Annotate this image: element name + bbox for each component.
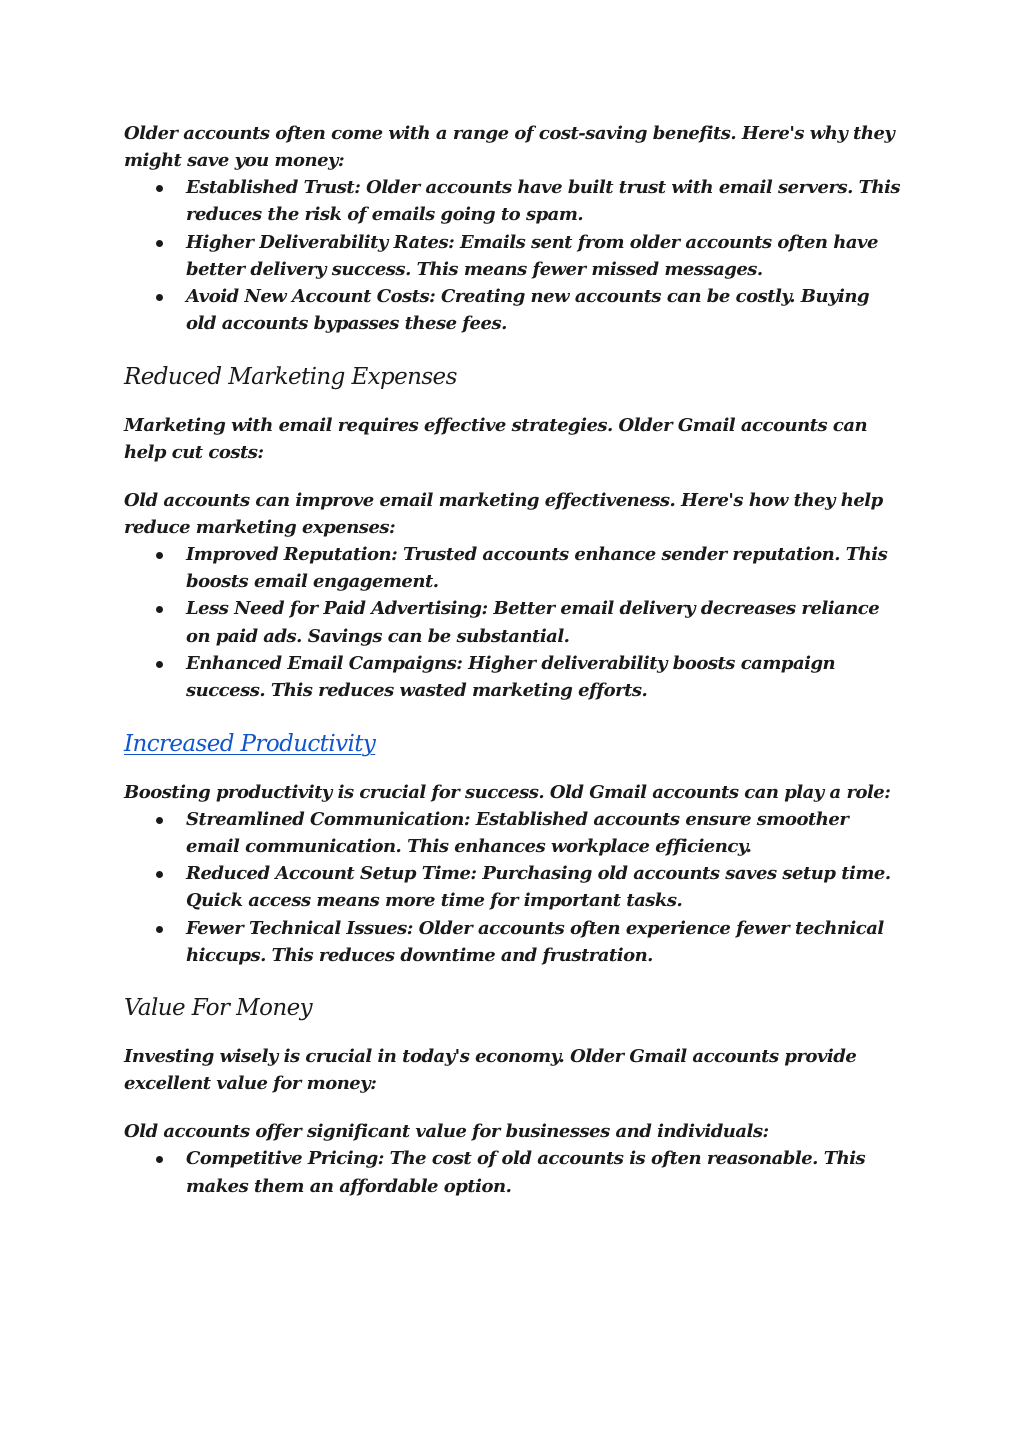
list-item-text: Improved Reputation: Trusted accounts enhance sender reputation. This boosts email engagement. <box>186 543 888 593</box>
list-item-text: Less Need for Paid Advertising: Better email delivery decreases reliance on paid ads. Savings can be substantial. <box>186 598 880 647</box>
bullet-icon <box>156 926 163 933</box>
list-item <box>124 174 904 229</box>
list-item <box>124 650 904 705</box>
paragraph: Old accounts can improve email marketing effectiveness. Here's how they help reduce marketing expenses: <box>124 489 883 538</box>
paragraph: Investing wisely is crucial in today's economy. Older Gmail accounts provide excellent value for money: <box>124 1046 857 1095</box>
bullet-icon <box>156 552 163 559</box>
section-heading-value-for-money: Value For Money <box>124 995 312 1022</box>
productivity-list <box>124 806 904 970</box>
bullet-icon <box>156 185 163 192</box>
cost-saving-list <box>124 174 904 338</box>
list-item-text: Higher Deliverability Rates: Emails sent from older accounts often have better delivery success. This means fewer missed messages. <box>186 231 878 280</box>
bullet-icon <box>156 294 163 301</box>
list-item <box>124 541 904 596</box>
bullet-icon <box>156 817 163 824</box>
intro-paragraph: Older accounts often come with a range of cost-saving benefits. Here's why they might save you money: <box>124 123 895 171</box>
bullet-icon <box>156 606 163 613</box>
value-list <box>124 1145 904 1200</box>
list-item-text: Competitive Pricing: The cost of old accounts is often reasonable. This makes them an affordable option. <box>186 1148 866 1197</box>
list-item-text: Enhanced Email Campaigns: Higher deliverability boosts campaign success. This reduces wasted marketing efforts. <box>186 652 836 702</box>
list-item-text: Reduced Account Setup Time: Purchasing old accounts saves setup time. Quick access means more time for important tasks. <box>186 863 891 912</box>
bullet-icon <box>156 661 163 668</box>
paragraph: Old accounts offer significant value for businesses and individuals: <box>124 1121 769 1143</box>
list-item <box>124 860 904 915</box>
paragraph: Marketing with email requires effective strategies. Older Gmail accounts can help cut costs: <box>124 414 868 463</box>
list-item <box>124 915 904 970</box>
section-heading-increased-productivity-link[interactable]: Increased Productivity <box>124 730 376 757</box>
list-item <box>124 229 904 284</box>
list-item <box>124 1145 904 1200</box>
list-item <box>124 806 904 861</box>
list-item-text: Fewer Technical Issues: Older accounts often experience fewer technical hiccups. This reduces downtime and frustration. <box>186 917 884 967</box>
list-item-text: Streamlined Communication: Established accounts ensure smoother email communication. This enhances workplace efficiency. <box>186 808 849 857</box>
list-item-text: Established Trust: Older accounts have built trust with email servers. This reduces the risk of emails going to spam. <box>186 177 901 226</box>
marketing-list <box>124 541 904 705</box>
bullet-icon <box>156 871 163 878</box>
document-page <box>124 120 904 1200</box>
list-item-text: Avoid New Account Costs: Creating new accounts can be costly. Buying old accounts bypasses these fees. <box>186 286 870 335</box>
list-item <box>124 595 904 650</box>
section-heading-reduced-marketing: Reduced Marketing Expenses <box>124 363 457 390</box>
paragraph: Boosting productivity is crucial for success. Old Gmail accounts can play a role: <box>124 781 891 803</box>
bullet-icon <box>156 240 163 247</box>
bullet-icon <box>156 1156 163 1163</box>
list-item <box>124 283 904 338</box>
